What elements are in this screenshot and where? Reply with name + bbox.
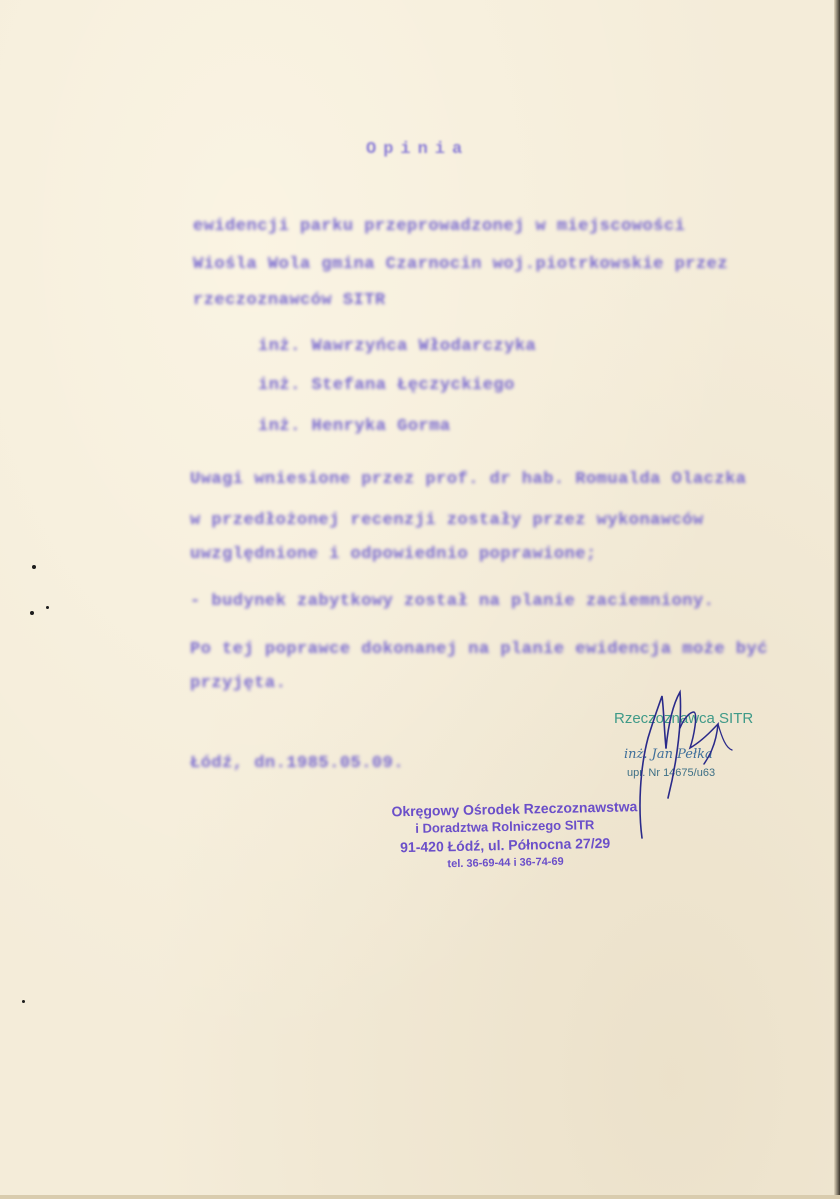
document-date: Łódź, dn.1985.05.09. [190, 754, 405, 773]
page-edge-shadow [834, 0, 840, 1199]
typed-line: inż. Wawrzyńca Włodarczyka [258, 337, 537, 356]
typed-line: ewidencji parku przeprowadzonej w miejscowości [193, 217, 686, 236]
typed-line: Wiośla Wola gmina Czarnocin woj.piotrkowskie przez [193, 255, 729, 274]
office-stamp-line: tel. 36-69-44 i 36-74-69 [447, 855, 564, 871]
office-stamp-line: i Doradztwa Rolniczego SITR [415, 817, 595, 836]
page-bottom-edge [0, 1195, 840, 1199]
typed-line: Uwagi wniesione przez prof. dr hab. Romualda Olaczka [190, 470, 747, 489]
typed-line: inż. Stefana Łęczyckiego [258, 376, 515, 395]
typed-line: inż. Henryka Gorma [258, 417, 451, 436]
binder-hole-mark [22, 1000, 25, 1003]
binder-hole-mark [46, 606, 49, 609]
typed-line: w przedłożonej recenzji zostały przez wykonawców [190, 511, 704, 530]
document-title: Opinia [366, 140, 470, 159]
typed-line: Po tej poprawce dokonanej na planie ewidencja może być [190, 640, 768, 659]
typed-line: - budynek zabytkowy został na planie zaciemniony. [190, 592, 715, 611]
office-stamp-line: Okręgowy Ośrodek Rzeczoznawstwa [391, 798, 638, 820]
office-stamp [391, 798, 638, 875]
expert-stamp-title: Rzeczoznawca SITR [614, 710, 754, 727]
binder-hole-mark [32, 565, 36, 569]
binder-hole-mark [30, 611, 34, 615]
office-stamp-line: 91-420 Łódź, ul. Północna 27/29 [399, 834, 611, 856]
typed-line: uwzględnione i odpowiednio poprawione; [190, 545, 597, 564]
typed-line: rzeczoznawców SITR [193, 291, 386, 310]
typed-line: przyjęta. [190, 674, 287, 693]
expert-license-number: upr. Nr 14675/u63 [627, 767, 716, 779]
expert-name: inż. Jan Pełka [624, 747, 713, 762]
handwritten-signature [620, 688, 760, 848]
